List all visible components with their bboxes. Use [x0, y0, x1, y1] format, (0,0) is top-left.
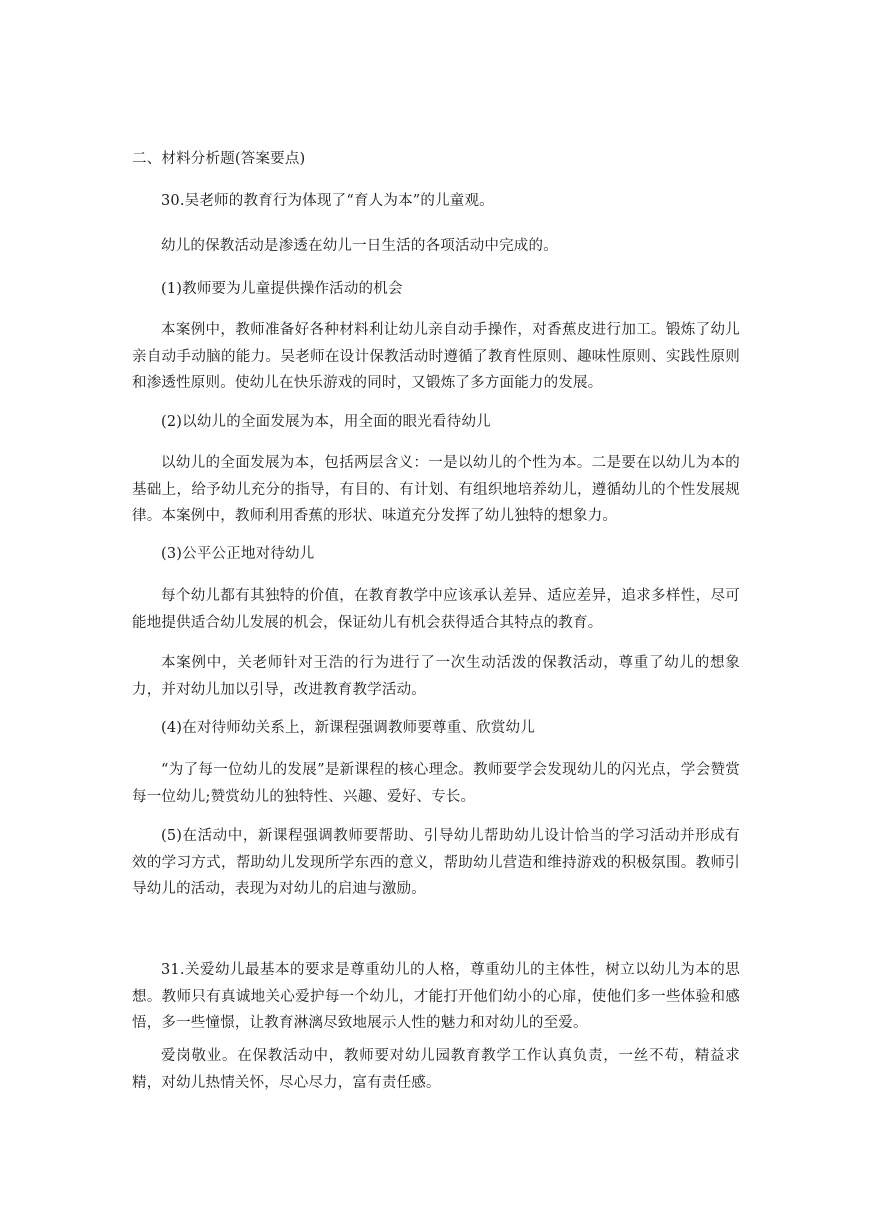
section-title: 二、材料分析题(答案要点)	[132, 151, 306, 167]
q30-point4-body: “为了每一位幼儿的发展”是新课程的核心理念。教师要学会发现幼儿的闪光点，学会赞赏每一位幼儿;赞赏幼儿的独特性、兴趣、爱好、专长。	[132, 762, 740, 805]
q31-body-1: 31.关爱幼儿最基本的要求是尊重幼儿的人格，尊重幼儿的主体性，树立以幼儿为本的思想。教师只有真诚地关心爱护每一个幼儿，才能打开他们幼小的心扉，使他们多一些体验和感悟，多一些憧憬，让教育淋漓尽致地展示人性的魅力和对幼儿的至爱。	[132, 962, 740, 1031]
q30-point3-body-1: 每个幼儿都有其独特的价值，在教育教学中应该承认差异、适应差异，追求多样性，尽可能地提供适合幼儿发展的机会，保证幼儿有机会获得适合其特点的教育。	[132, 588, 740, 631]
q30-point1-body: 本案例中，教师准备好各种材料利让幼儿亲自动手操作，对香蕉皮进行加工。锻炼了幼儿亲自动手动脑的能力。吴老师在设计保教活动时遵循了教育性原则、趣味性原则、实践性原则和渗透性原则。使幼儿在快乐游戏的同时，又锻炼了多方面能力的发展。	[132, 322, 740, 391]
q30-point3-title: (3)公平公正地对待幼儿	[161, 546, 315, 562]
q30-intro: 幼儿的保教活动是渗透在幼儿一日生活的各项活动中完成的。	[161, 238, 558, 254]
q30-point3-body-2: 本案例中，关老师针对王浩的行为进行了一次生动活泼的保教活动，尊重了幼儿的想象力，并对幼儿加以引导，改进教育教学活动。	[132, 655, 740, 698]
q30-point4-title: (4)在对待师幼关系上，新课程强调教师要尊重、欣赏幼儿	[161, 720, 535, 736]
q30-point2-title: (2)以幼儿的全面发展为本，用全面的眼光看待幼儿	[161, 414, 491, 430]
q30-point5-body: (5)在活动中，新课程强调教师要帮助、引导幼儿帮助幼儿设计恰当的学习活动并形成有效的学习方式，帮助幼儿发现所学东西的意义，帮助幼儿营造和维持游戏的积极氛围。教师引导幼儿的活动，表现为对幼儿的启迪与激励。	[132, 828, 740, 897]
q31-body-2: 爱岗敬业。在保教活动中，教师要对幼儿园教育教学工作认真负责，一丝不苟，精益求精，对幼儿热情关怀，尽心尽力，富有责任感。	[132, 1048, 740, 1091]
q30-heading: 30.吴老师的教育行为体现了“育人为本”的儿童观。	[161, 193, 494, 209]
q30-point1-title: (1)教师要为儿童提供操作活动的机会	[161, 281, 403, 297]
q30-point2-body: 以幼儿的全面发展为本，包括两层含义：一是以幼儿的个性为本。二是要在以幼儿为本的基础上，给予幼儿充分的指导，有目的、有计划、有组织地培养幼儿，遵循幼儿的个性发展规律。本案例中，教师利用香蕉的形状、味道充分发挥了幼儿独特的想象力。	[132, 455, 740, 524]
